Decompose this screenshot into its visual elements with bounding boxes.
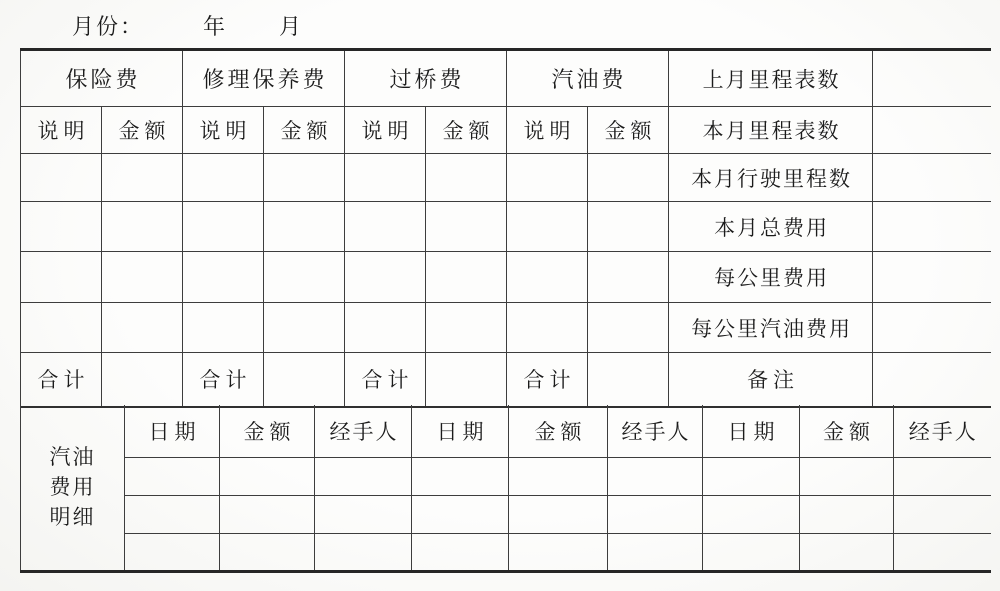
detail-blank-cell [412, 457, 509, 495]
detail-blank-cell [703, 533, 800, 571]
month-char-label: 月 [279, 15, 302, 40]
repair-amount-header: 金额 [264, 107, 345, 154]
detail-blank-cell [894, 457, 991, 495]
insurance-total-label: 合计 [21, 353, 102, 407]
detail-blank-cell [703, 495, 800, 533]
detail-blank-cell [220, 533, 315, 571]
label-monthly-total-cost: 本月总费用 [669, 202, 873, 252]
amount-header-1: 金额 [220, 405, 315, 457]
detail-blank-cell [800, 533, 894, 571]
repair-total-label: 合计 [183, 353, 264, 407]
prev-month-odometer-value-cell [873, 50, 991, 107]
label-monthly-distance: 本月行驶里程数 [669, 154, 873, 202]
handler-header-2: 经手人 [608, 405, 703, 457]
handler-header-3: 经手人 [894, 405, 991, 457]
entry-row [21, 303, 991, 353]
detail-blank-cell [894, 533, 991, 571]
form-title [0, 10, 1000, 46]
blank-cell [21, 303, 102, 353]
detail-entry-row [21, 457, 991, 495]
blank-cell [183, 303, 264, 353]
blank-cell [588, 252, 669, 303]
blank-cell [345, 202, 426, 252]
date-header-2: 日期 [412, 405, 509, 457]
entry-row [21, 202, 991, 252]
blank-cell [507, 252, 588, 303]
monthly-distance-value-cell [873, 154, 991, 202]
amount-header-3: 金额 [800, 405, 894, 457]
month-field-label: 月份： [72, 15, 145, 40]
group-header-bridge-toll: 过桥费 [345, 50, 507, 107]
fuel-detail-table [20, 405, 991, 573]
blank-cell [588, 303, 669, 353]
sub-header-row [21, 107, 991, 154]
insurance-amount-header: 金额 [102, 107, 183, 154]
toll-desc-header: 说明 [345, 107, 426, 154]
monthly-total-cost-value-cell [873, 202, 991, 252]
group-header-repair-maintenance: 修理保养费 [183, 50, 345, 107]
blank-cell [345, 154, 426, 202]
blank-cell [21, 202, 102, 252]
label-prev-month-odometer: 上月里程表数 [669, 50, 873, 107]
detail-blank-cell [608, 457, 703, 495]
group-header-insurance: 保险费 [21, 50, 183, 107]
blank-cell [426, 252, 507, 303]
repair-total-value-cell [264, 353, 345, 407]
blank-cell [102, 154, 183, 202]
cost-per-km-value-cell [873, 252, 991, 303]
blank-cell [264, 154, 345, 202]
blank-cell [264, 252, 345, 303]
gasoline-total-value-cell [588, 353, 669, 407]
detail-blank-cell [608, 533, 703, 571]
detail-blank-cell [412, 495, 509, 533]
insurance-desc-header: 说明 [21, 107, 102, 154]
toll-amount-header: 金额 [426, 107, 507, 154]
group-header-row [21, 50, 991, 107]
entry-row [21, 154, 991, 202]
totals-row [21, 353, 991, 407]
gasoline-amount-header: 金额 [588, 107, 669, 154]
detail-blank-cell [125, 533, 220, 571]
year-char-label: 年 [203, 15, 226, 40]
blank-cell [102, 252, 183, 303]
detail-blank-cell [608, 495, 703, 533]
label-cost-per-km: 每公里费用 [669, 252, 873, 303]
blank-cell [426, 202, 507, 252]
this-month-odometer-value-cell [873, 107, 991, 154]
detail-blank-cell [220, 457, 315, 495]
entry-row [21, 252, 991, 303]
blank-cell [345, 252, 426, 303]
blank-cell [102, 303, 183, 353]
amount-header-2: 金额 [509, 405, 608, 457]
detail-blank-cell [220, 495, 315, 533]
detail-blank-cell [509, 533, 608, 571]
label-fuel-cost-per-km: 每公里汽油费用 [669, 303, 873, 353]
date-header-1: 日期 [125, 405, 220, 457]
detail-entry-row [21, 495, 991, 533]
detail-entry-row [21, 533, 991, 571]
blank-cell [21, 252, 102, 303]
detail-blank-cell [315, 457, 412, 495]
detail-blank-cell [412, 533, 509, 571]
summary-table [20, 48, 991, 408]
detail-blank-cell [703, 457, 800, 495]
detail-blank-cell [800, 495, 894, 533]
toll-total-value-cell [426, 353, 507, 407]
section-label-line: 费用 [49, 475, 96, 500]
section-label-line: 汽油 [49, 444, 96, 469]
detail-blank-cell [125, 495, 220, 533]
detail-blank-cell [509, 457, 608, 495]
blank-cell [507, 154, 588, 202]
blank-cell [183, 252, 264, 303]
repair-desc-header: 说明 [183, 107, 264, 154]
blank-cell [426, 154, 507, 202]
blank-cell [264, 303, 345, 353]
group-header-gasoline: 汽油费 [507, 50, 669, 107]
toll-total-label: 合计 [345, 353, 426, 407]
blank-cell [426, 303, 507, 353]
gasoline-total-label: 合计 [507, 353, 588, 407]
detail-blank-cell [315, 533, 412, 571]
blank-cell [507, 202, 588, 252]
gasoline-desc-header: 说明 [507, 107, 588, 154]
blank-cell [102, 202, 183, 252]
fuel-cost-per-km-value-cell [873, 303, 991, 353]
label-this-month-odometer: 本月里程表数 [669, 107, 873, 154]
detail-blank-cell [800, 457, 894, 495]
blank-cell [588, 202, 669, 252]
section-label-fuel-detail [21, 405, 125, 571]
remarks-label-cell: 备注 [669, 353, 873, 407]
blank-cell [264, 202, 345, 252]
detail-blank-cell [894, 495, 991, 533]
blank-cell [183, 154, 264, 202]
detail-header-row [21, 405, 991, 457]
detail-blank-cell [125, 457, 220, 495]
insurance-total-value-cell [102, 353, 183, 407]
handler-header-1: 经手人 [315, 405, 412, 457]
blank-cell [345, 303, 426, 353]
remarks-value-cell [873, 353, 991, 407]
blank-cell [588, 154, 669, 202]
blank-cell [21, 154, 102, 202]
section-label-line: 明细 [49, 505, 96, 530]
date-header-3: 日期 [703, 405, 800, 457]
detail-blank-cell [315, 495, 412, 533]
detail-blank-cell [509, 495, 608, 533]
blank-cell [183, 202, 264, 252]
blank-cell [507, 303, 588, 353]
